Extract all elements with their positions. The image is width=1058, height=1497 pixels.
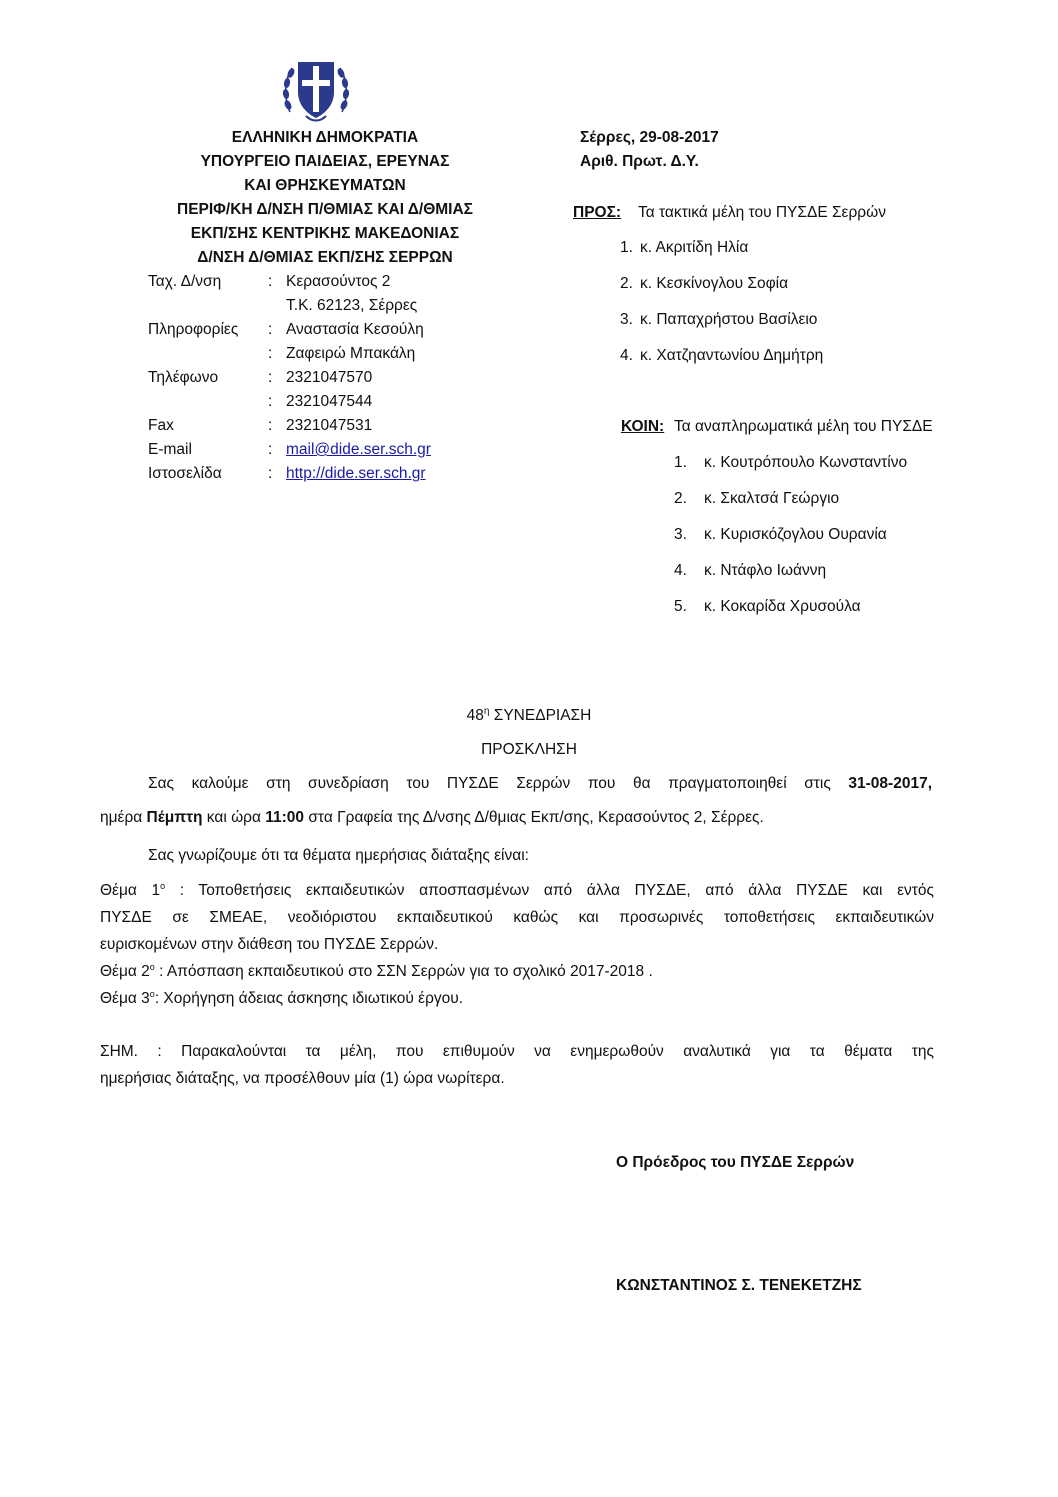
list-item-number: 3. [620,311,633,328]
body-paragraph-2: ημέρα Πέμπτη και ώρα 11:00 στα Γραφεία της Δ/νσης Δ/θμιας Εκπ/σης, Κερασούντος 2, Σέρρες. [100,809,764,826]
note-line-2: ημερήσιας διάταξης, να προσέλθουν μία (1) ώρα νωρίτερα. [100,1070,505,1087]
list-item: κ. Κουτρόπουλο Κωνσταντίνο [704,454,908,471]
koin-text: Τα αναπληρωματικά μέλη του ΠΥΣΔΕ [674,418,933,435]
topic-1-line-2: ΠΥΣΔΕ σε ΣΜΕΑΕ, νεοδιόριστου εκπαιδευτικού καθώς και προσωρινές τοποθετήσεις εκπαιδευτικών [100,909,934,926]
contact-label-phone: Τηλέφωνο [148,369,219,386]
contact-colon: : [268,393,273,410]
body-paragraph-3: Σας γνωρίζουμε ότι τα θέματα ημερήσιας διάταξης είναι: [148,847,529,864]
list-item-number: 4. [674,562,687,579]
list-item: κ. Ντάφλο Ιωάννη [704,562,827,579]
contact-value-postcode: Τ.Κ. 62123, Σέρρες [286,297,418,314]
contact-colon: : [268,465,273,482]
contact-label-email: E-mail [148,441,192,458]
signature-role: Ο Πρόεδρος του ΠΥΣΔΕ Σερρών [616,1154,855,1171]
body-paragraph-1: Σας καλούμε στη συνεδρίαση του ΠΥΣΔΕ Σερρών που θα πραγματοποιηθεί στις 31-08-2017, [148,775,932,792]
header-line-6: Δ/ΝΣΗ Δ/ΘΜΙΑΣ ΕΚΠ/ΣΗΣ ΣΕΡΡΩΝ [197,249,453,266]
header-line-2: ΥΠΟΥΡΓΕΙΟ ΠΑΙΔΕΙΑΣ, ΕΡΕΥΝΑΣ [200,153,450,170]
invitation-title: ΠΡΟΣΚΛΗΣΗ [481,741,577,758]
contact-label-fax: Fax [148,417,174,434]
list-item: κ. Κοκαρίδα Χρυσούλα [704,598,861,615]
list-item: κ. Χατζηαντωνίου Δημήτρη [640,347,824,364]
list-item-number: 3. [674,526,687,543]
document-date: Σέρρες, 29-08-2017 [580,129,719,146]
email-link[interactable]: mail@dide.ser.sch.gr [286,441,431,458]
topic-2: Θέμα $2^o$ : Απόσπαση εκπαιδευτικού στο ΣΣΝ Σερρών για το σχολικό 2017-2018 . [100,962,653,981]
list-item-number: 5. [674,598,687,615]
topic-1-line-1: Θέμα $1^o$ : Τοποθετήσεις εκπαιδευτικών αποσπασμένων από άλλα ΠΥΣΔΕ, από άλλα ΠΥΣΔΕ και εντός [100,881,934,900]
session-title: $48^\eta$ ΣΥΝΕΔΡΙΑΣΗ [466,706,592,725]
header-line-5: ΕΚΠ/ΣΗΣ ΚΕΝΤΡΙΚΗΣ ΜΑΚΕΔΟΝΙΑΣ [190,225,460,242]
list-item: κ. Κεσκίνογλου Σοφία [640,275,789,292]
contact-colon: : [268,369,273,386]
protocol-number: Αριθ. Πρωτ. Δ.Υ. [580,153,699,170]
contact-colon: : [268,441,273,458]
website-link[interactable]: http://dide.ser.sch.gr [286,465,426,482]
list-item-number: 4. [620,347,633,364]
topic-1-line-3: ευρισκομένων στην διάθεση του ΠΥΣΔΕ Σερρών. [100,936,439,953]
list-item: κ. Παπαχρήστου Βασίλειο [640,311,818,328]
header-line-4: ΠΕΡΙΦ/ΚΗ Δ/ΝΣΗ Π/ΘΜΙΑΣ ΚΑΙ Δ/ΘΜΙΑΣ [177,201,473,218]
contact-colon: : [268,321,273,338]
header-line-1: ΕΛΛΗΝΙΚΗ ΔΗΜΟΚΡΑΤΙΑ [231,129,419,146]
pros-label: ΠΡΟΣ: [573,204,622,221]
contact-value-info-2: Ζαφειρώ Μπακάλη [286,345,416,362]
header-line-3: ΚΑΙ ΘΡΗΣΚΕΥΜΑΤΩΝ [244,177,406,194]
contact-label-info: Πληροφορίες [148,321,239,338]
greek-emblem-icon [280,50,352,126]
list-item: κ. Ακριτίδη Ηλία [640,239,749,256]
note-line-1: ΣΗΜ. : Παρακαλούνται τα μέλη, που επιθυμούν να ενημερωθούν αναλυτικά για τα θέματα της [100,1043,934,1060]
contact-label-address: Ταχ. Δ/νση [148,273,222,290]
contact-value-fax: 2321047531 [286,417,373,434]
list-item-number: 2. [620,275,633,292]
list-item-number: 1. [674,454,687,471]
list-item-number: 2. [674,490,687,507]
contact-value-phone-2: 2321047544 [286,393,373,410]
pros-text: Τα τακτικά μέλη του ΠΥΣΔΕ Σερρών [638,204,886,221]
list-item-number: 1. [620,239,633,256]
contact-colon: : [268,345,273,362]
contact-value-info-1: Αναστασία Κεσούλη [286,321,424,338]
topic-3: Θέμα $3^o$: Χορήγηση άδειας άσκησης ιδιωτικού έργου. [100,989,464,1008]
koin-label: ΚΟΙΝ: [621,418,665,435]
contact-value-phone-1: 2321047570 [286,369,373,386]
signature-name: ΚΩΝΣΤΑΝΤΙΝΟΣ Σ. ΤΕΝΕΚΕΤΖΗΣ [616,1277,862,1294]
list-item: κ. Σκαλτσά Γεώργιο [704,490,840,507]
contact-colon: : [268,417,273,434]
list-item: κ. Κυρισκόζογλου Ουρανία [704,526,887,543]
contact-value-address: Κερασούντος 2 [286,273,391,290]
contact-label-website: Ιστοσελίδα [148,465,222,482]
contact-colon: : [268,273,273,290]
